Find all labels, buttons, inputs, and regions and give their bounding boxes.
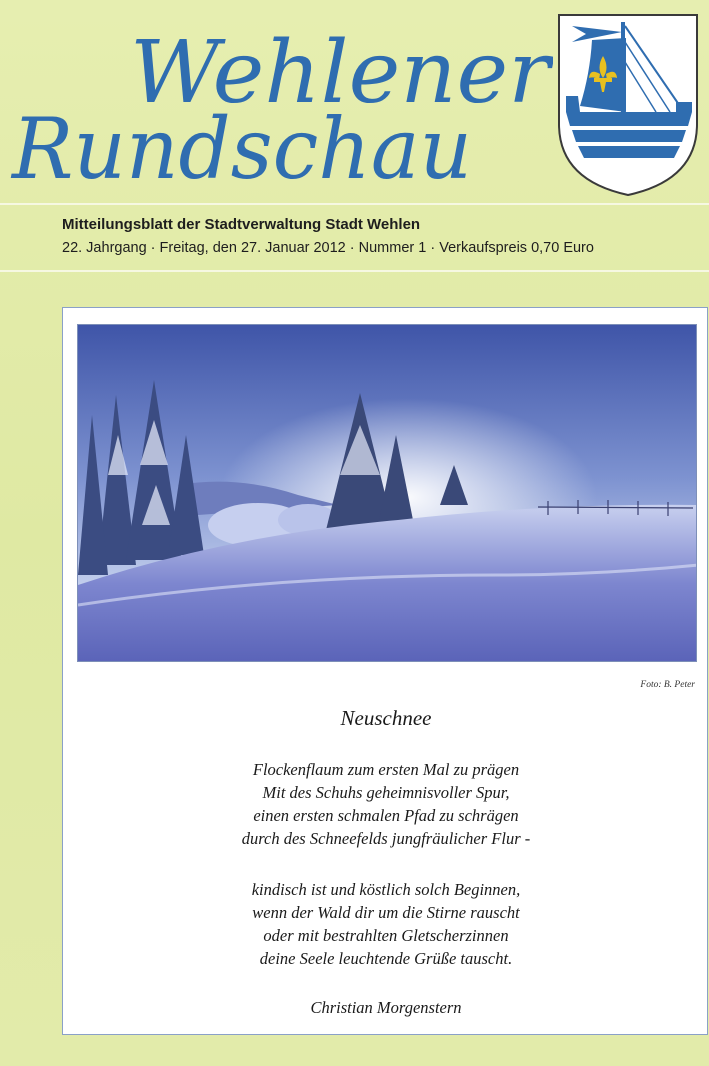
poem-line: Mit des Schuhs geheimnisvoller Spur, [262,783,510,802]
masthead-subtitle: Mitteilungsblatt der Stadtverwaltung Stadt Wehlen [62,216,421,233]
poem-line: Flockenflaum zum ersten Mal zu prägen [252,760,520,779]
winter-landscape-photo [77,324,697,662]
poem-line: deine Seele leuchtende Grüße tauscht. [259,949,513,968]
issue-info: 22. Jahrgang · Freitag, den 27. Januar 2012 · Nummer 1 · Verkaufspreis 0,70 Euro [62,240,594,256]
poem-line: durch des Schneefelds jungfräulicher Flur - [241,829,531,848]
title-line-2: Rundschau [10,100,472,198]
header-divider-bottom [0,270,709,272]
ship-crest-icon [556,12,700,198]
poem-line: oder mit bestrahlten Gletscherzinnen [263,926,509,945]
photo-credit: Foto: B. Peter [640,680,695,690]
poem-line: wenn der Wald dir um die Stirne rauscht [252,903,520,922]
header-divider-top [0,203,709,205]
feature-card [62,307,708,1035]
poem-line: kindisch ist und köstlich solch Beginnen, [251,880,521,899]
poem-stanza-1 [63,758,709,850]
poem-title: Neuschnee [340,706,432,730]
title-line-1: Wehlener [130,23,553,123]
masthead-title [8,0,553,200]
poem-author: Christian Morgenstern [310,998,462,1017]
poem-line: einen ersten schmalen Pfad zu schrägen [253,806,519,825]
poem-stanza-2 [63,878,709,970]
